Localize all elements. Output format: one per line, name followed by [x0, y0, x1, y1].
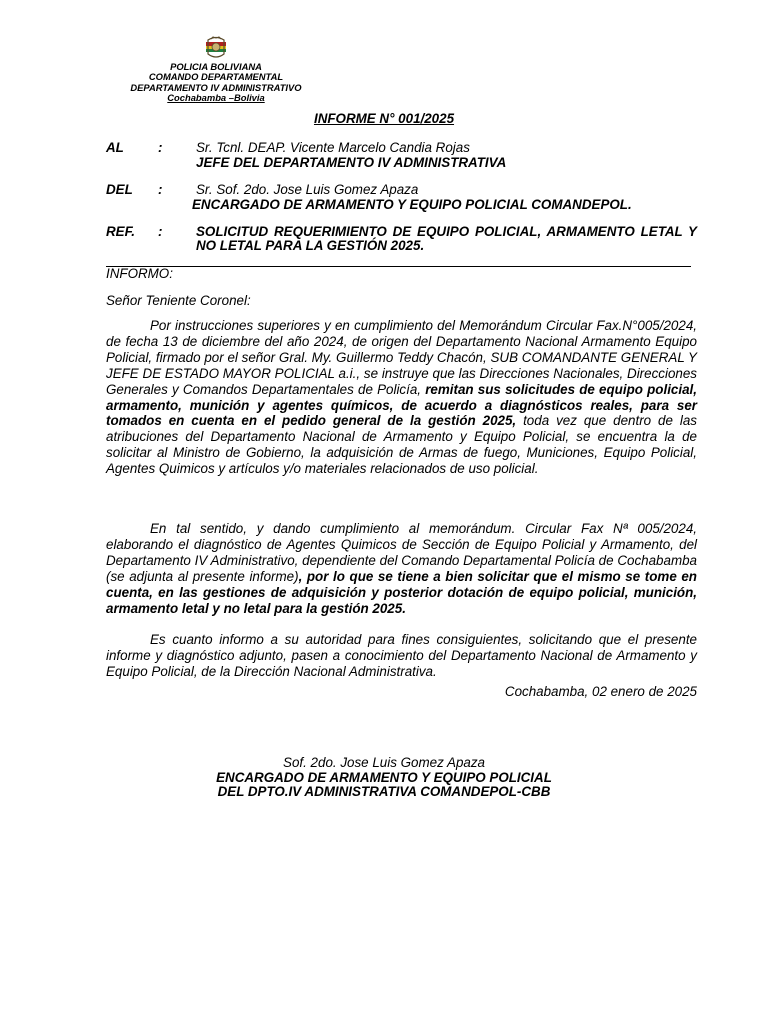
p2-text-a: En tal sentido, y dando cumplimiento al memorándum. Circular Fax Nª 005/2024, elaborando el diagnóstico de Agentes Quimicos de Sección de Equipo Policial y Armamento, del Departamento IV Administrativo, dependiente del Comando Departamental Policía de Cochabamba (se adjunta al presente informe) — [106, 521, 697, 584]
letterhead — [110, 36, 322, 104]
al-colon: : — [158, 140, 163, 155]
del-colon: : — [158, 182, 163, 197]
document-date: Cochabamba, 02 enero de 2025 — [504, 684, 697, 699]
al-label: AL — [106, 140, 124, 155]
signatory-name: Sof. 2do. Jose Luis Gomez Apaza — [283, 755, 485, 770]
ref-colon: : — [158, 224, 163, 239]
ref-subject: SOLICITUD REQUERIMIENTO DE EQUIPO POLICIAL, ARMAMENTO LETAL Y NO LETAL PARA LA GESTIÓN 2025. — [196, 224, 697, 254]
ref-label: REF. — [106, 224, 136, 239]
letterhead-line2: COMANDO DEPARTAMENTAL — [148, 71, 284, 83]
police-crest-icon — [202, 36, 230, 60]
signatory-title-1: ENCARGADO DE ARMAMENTO Y EQUIPO POLICIAL — [216, 769, 552, 785]
p1-text-bold: remitan sus solicitudes de equipo policial, armamento, munición y agentes químicos, de acuerdo a diagnósticos reales, para ser tomados en cuenta en el pedido general de la gestión 2025, — [106, 381, 697, 429]
signature-block — [0, 756, 768, 800]
letterhead-line1: POLICIA BOLIVIANA — [170, 61, 262, 72]
del-position: ENCARGADO DE ARMAMENTO Y EQUIPO POLICIAL COMANDEPOL. — [192, 196, 632, 212]
body-paragraph-3: Es cuanto informo a su autoridad para fines consiguientes, solicitando que el presente informe y diagnóstico adjunto, pasen a conocimiento del Departamento Nacional de Armamento y Equipo Policial, de la Dirección Nacional Administrativa. — [106, 632, 697, 679]
body-paragraph-2 — [106, 521, 697, 616]
del-name: Sr. Sof. 2do. Jose Luis Gomez Apaza — [196, 182, 419, 197]
header-divider — [106, 266, 691, 267]
del-label: DEL — [106, 182, 133, 197]
salutation: Señor Teniente Coronel: — [106, 293, 251, 308]
p1-text-a: Por instrucciones superiores y en cumplimiento del Memorándum Circular Fax.N°005/2024, de fecha 13 de diciembre del año 2024, de origen del Departamento Nacional Armamento Equipo Policial, firmado por el señor Gral. My. Guillermo Teddy Chacón, SUB COMANDANTE GENERAL Y JEFE DE ESTADO MAYOR POLICIAL a.i., se instruye que las Direcciones Nacionales, Direcciones Generales y Comandos Departamentales de Policía, — [106, 318, 697, 397]
al-position: JEFE DEL DEPARTAMENTO IV ADMINISTRATIVA — [196, 154, 507, 170]
p1-text-c: toda vez que dentro de las atribuciones del Departamento Nacional de Armamento y Equipo Policial, se encuentra la de solicitar al Ministro de Gobierno, la adquisición de Armas de fuego, Municiones, Equipo Policial, Agentes Quimicos y artículos y/o materiales relacionados de uso policial. — [106, 413, 697, 477]
informo-label: INFORMO: — [106, 266, 173, 281]
p2-text-bold: , por lo que se tiene a bien solicitar que el mismo se tome en cuenta, en las gestiones de adquisición y posterior dotación de equipo policial, munición, armamento letal y no letal para la gestión 2025. — [106, 568, 697, 616]
body-paragraph-1 — [106, 318, 697, 477]
al-name: Sr. Tcnl. DEAP. Vicente Marcelo Candia Rojas — [196, 140, 470, 155]
letterhead-line3: DEPARTAMENTO IV ADMINISTRATIVO — [130, 81, 302, 93]
report-title: INFORME N° 001/2025 — [313, 111, 455, 126]
signatory-title-2: DEL DPTO.IV ADMINISTRATIVA COMANDEPOL-CBB — [217, 784, 551, 800]
letterhead-city: Cochabamba –Bolivia — [167, 92, 265, 104]
